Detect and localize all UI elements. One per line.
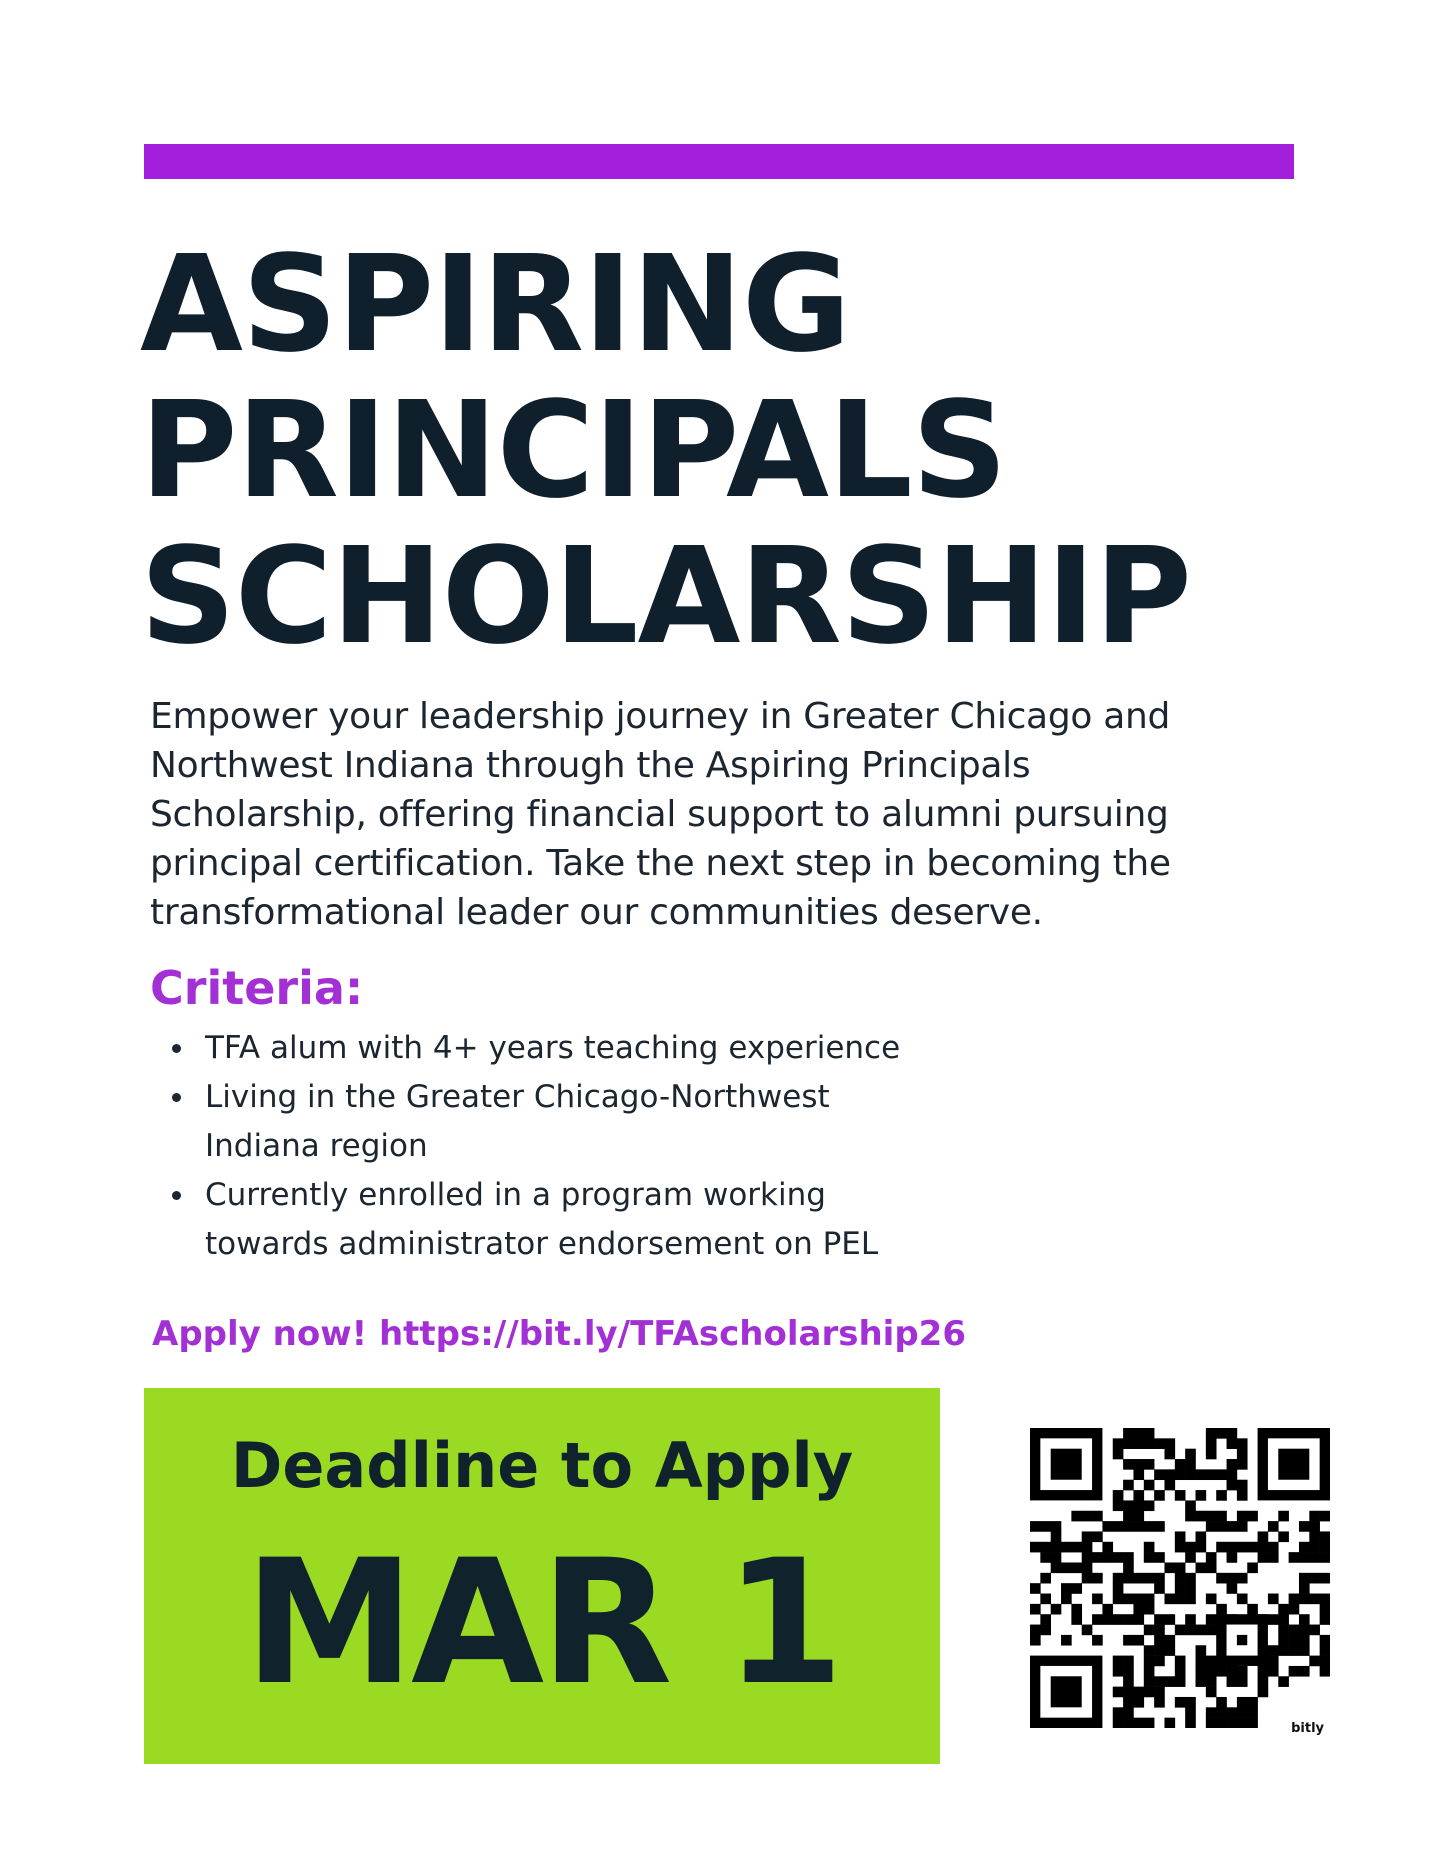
criteria-heading: Criteria: — [150, 961, 364, 1015]
deadline-date: MAR 1 — [243, 1522, 841, 1723]
page-title — [140, 228, 1320, 674]
apply-line — [152, 1312, 966, 1356]
title-line: ASPIRING — [140, 228, 851, 382]
criteria-item-text: Living in the Greater Chicago-Northwest — [205, 1079, 830, 1115]
title-line: PRINCIPALS — [140, 374, 1007, 528]
bullet-icon — [172, 1044, 181, 1053]
bullet-icon — [172, 1191, 181, 1200]
criteria-item-text: Currently enrolled in a program working — [205, 1177, 826, 1213]
deadline-box — [144, 1388, 940, 1764]
intro-line: Northwest Indiana through the Aspiring Principals — [150, 745, 1031, 786]
criteria-item-text: TFA alum with 4+ years teaching experience — [205, 1030, 901, 1066]
top-accent-bar — [144, 144, 1294, 179]
intro-line: transformational leader our communities deserve. — [150, 892, 1043, 933]
criteria-list — [172, 1024, 992, 1269]
qr-code-image — [1030, 1428, 1330, 1728]
bullet-icon — [172, 1093, 181, 1102]
apply-prefix: Apply now! — [152, 1314, 368, 1354]
intro-paragraph — [150, 692, 1300, 937]
qr-brand-label: bitly — [1291, 1721, 1324, 1736]
criteria-item — [172, 1024, 992, 1073]
apply-link[interactable]: https://bit.ly/TFAscholarship26 — [378, 1314, 966, 1354]
title-line: SCHOLARSHIP — [140, 520, 1191, 674]
criteria-item-text: Indiana region — [205, 1128, 428, 1164]
deadline-label: Deadline to Apply — [230, 1429, 854, 1502]
criteria-item — [172, 1073, 992, 1171]
criteria-item-text: towards administrator endorsement on PEL — [205, 1226, 879, 1262]
intro-line: Empower your leadership journey in Greater Chicago and — [150, 696, 1171, 737]
criteria-item — [172, 1171, 992, 1269]
intro-line: Scholarship, offering financial support to alumni pursuing — [150, 794, 1169, 835]
qr-code[interactable] — [1030, 1428, 1330, 1736]
intro-line: principal certification. Take the next step in becoming the — [150, 843, 1171, 884]
